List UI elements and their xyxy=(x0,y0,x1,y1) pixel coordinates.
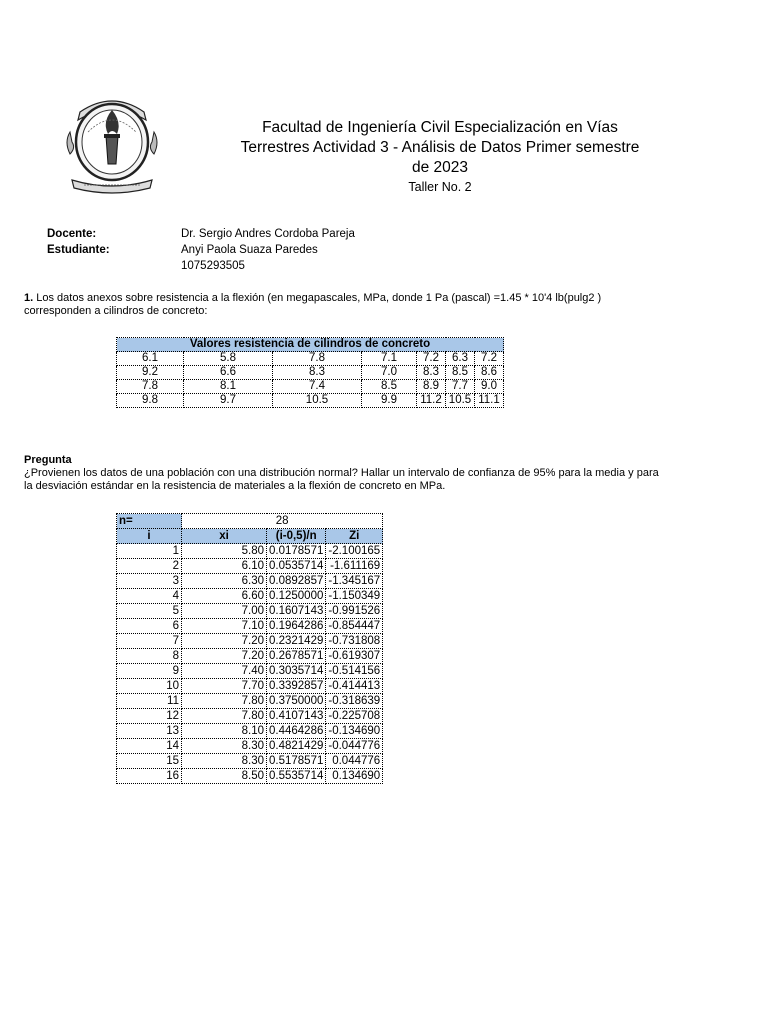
table-cell: 8.3 xyxy=(417,366,446,380)
header-xi: xi xyxy=(182,529,267,544)
table-cell: 1 xyxy=(117,544,182,559)
table-cell: 7.4 xyxy=(273,380,362,394)
table-cell: 16 xyxy=(117,769,182,784)
table-cell: 7.1 xyxy=(362,352,417,366)
table-cell: 7.70 xyxy=(182,679,267,694)
header-pi: (i-0,5)/n xyxy=(267,529,326,544)
student-id: 1075293505 xyxy=(181,260,245,272)
table-cell: -0.318639 xyxy=(326,694,383,709)
table-cell: 6.60 xyxy=(182,589,267,604)
table-row xyxy=(117,352,504,366)
table-cell: 8.5 xyxy=(362,380,417,394)
table-cell: -0.731808 xyxy=(326,634,383,649)
table-cell: 0.0892857 xyxy=(267,574,326,589)
table-cell: 7.7 xyxy=(446,380,475,394)
estudiante-value: Anyi Paola Suaza Paredes xyxy=(181,244,318,256)
table-cell: 7.20 xyxy=(182,634,267,649)
table-cell: 8.3 xyxy=(273,366,362,380)
question-1 xyxy=(24,292,724,318)
table-cell: 4 xyxy=(117,589,182,604)
title-line-2: Terrestres Actividad 3 - Análisis de Datos Primer semestre xyxy=(240,139,640,156)
table-cell: 8.1 xyxy=(184,380,273,394)
table-row xyxy=(117,679,383,694)
table-cell: 7.10 xyxy=(182,619,267,634)
table-cell: 9.0 xyxy=(475,380,504,394)
table-row xyxy=(117,694,383,709)
table-cell: 14 xyxy=(117,739,182,754)
table-cell: -1.611169 xyxy=(326,559,383,574)
table-cell: -0.514156 xyxy=(326,664,383,679)
table-cell: 0.3750000 xyxy=(267,694,326,709)
table-cell: 7.20 xyxy=(182,649,267,664)
table-row xyxy=(117,589,383,604)
table-cell: 6.30 xyxy=(182,574,267,589)
table-cell: 8.10 xyxy=(182,724,267,739)
table-cell: 0.4821429 xyxy=(267,739,326,754)
table-cell: 0.2678571 xyxy=(267,649,326,664)
question-1-line-1: Los datos anexos sobre resistencia a la flexión (en megapascales, MPa, donde 1 Pa (pascal) =1.45 * 10'4 lb(pulg2 ) xyxy=(33,292,602,304)
table-cell: 9 xyxy=(117,664,182,679)
table-cell: 11.1 xyxy=(475,394,504,408)
table-cell: 7.80 xyxy=(182,709,267,724)
table-row xyxy=(117,394,504,408)
table-cell: 0.5535714 xyxy=(267,769,326,784)
table-cell: 7.2 xyxy=(417,352,446,366)
title-line-3: de 2023 xyxy=(411,159,469,176)
table-row xyxy=(117,559,383,574)
n-value: 28 xyxy=(182,514,383,529)
table-row xyxy=(117,754,383,769)
table-cell: 8.6 xyxy=(475,366,504,380)
table-cell: -0.619307 xyxy=(326,649,383,664)
table-cell: 7 xyxy=(117,634,182,649)
table-cell: 10.5 xyxy=(446,394,475,408)
table-row xyxy=(117,724,383,739)
table-cell: 6.1 xyxy=(117,352,184,366)
table-cell: 0.4107143 xyxy=(267,709,326,724)
table-cell: 0.134690 xyxy=(326,769,383,784)
table-cell: 0.5178571 xyxy=(267,754,326,769)
header-i: i xyxy=(117,529,182,544)
table-cell: 8.30 xyxy=(182,754,267,769)
table-cell: 0.2321429 xyxy=(267,634,326,649)
table-cell: 3 xyxy=(117,574,182,589)
table-cell: 7.8 xyxy=(117,380,184,394)
table-cell: -0.854447 xyxy=(326,619,383,634)
page-title xyxy=(240,118,640,178)
table-cell: 7.00 xyxy=(182,604,267,619)
table-cell: 6.10 xyxy=(182,559,267,574)
table-row xyxy=(117,769,383,784)
table-cell: -2.100165 xyxy=(326,544,383,559)
table-cell: 10 xyxy=(117,679,182,694)
normality-table xyxy=(116,513,383,784)
table-cell: 0.1607143 xyxy=(267,604,326,619)
pregunta-label: Pregunta xyxy=(24,454,72,466)
table-cell: 8.30 xyxy=(182,739,267,754)
resistance-table xyxy=(116,337,504,408)
question-number: 1. xyxy=(24,292,34,304)
table-cell: 6 xyxy=(117,619,182,634)
title-line-1: Facultad de Ingeniería Civil Especialización en Vías xyxy=(262,119,618,136)
table-cell: 10.5 xyxy=(273,394,362,408)
table-cell: 7.2 xyxy=(475,352,504,366)
university-seal-icon xyxy=(62,92,162,194)
pregunta-line-2: la desviación estándar en la resistencia de materiales a la flexión de concreto en MPa. xyxy=(24,480,446,492)
table-cell: 12 xyxy=(117,709,182,724)
table-cell: 11.2 xyxy=(417,394,446,408)
table-cell: 9.8 xyxy=(117,394,184,408)
table-cell: 8.50 xyxy=(182,769,267,784)
docente-value: Dr. Sergio Andres Cordoba Pareja xyxy=(181,228,355,240)
table-cell: 8 xyxy=(117,649,182,664)
table-row xyxy=(117,380,504,394)
table-cell: 15 xyxy=(117,754,182,769)
table-cell: 0.3035714 xyxy=(267,664,326,679)
table-cell: -0.991526 xyxy=(326,604,383,619)
resistance-table-title: Valores resistencia de cilindros de concreto xyxy=(117,338,504,352)
table-cell: 7.80 xyxy=(182,694,267,709)
table-cell: 0.3392857 xyxy=(267,679,326,694)
table-cell: -1.150349 xyxy=(326,589,383,604)
table-cell: 5 xyxy=(117,604,182,619)
table-cell: 2 xyxy=(117,559,182,574)
table-cell: 7.0 xyxy=(362,366,417,380)
table-cell: 0.0535714 xyxy=(267,559,326,574)
table-cell: 5.8 xyxy=(184,352,273,366)
table-cell: 8.5 xyxy=(446,366,475,380)
table-cell: 0.1964286 xyxy=(267,619,326,634)
table-cell: 5.80 xyxy=(182,544,267,559)
table-cell: 0.4464286 xyxy=(267,724,326,739)
table-row xyxy=(117,634,383,649)
table-row xyxy=(117,709,383,724)
table-cell: 9.2 xyxy=(117,366,184,380)
table-cell: -0.414413 xyxy=(326,679,383,694)
table-cell: 7.40 xyxy=(182,664,267,679)
page-subtitle: Taller No. 2 xyxy=(408,180,472,194)
table-cell: 6.3 xyxy=(446,352,475,366)
table-row xyxy=(117,574,383,589)
pregunta-line-1: ¿Provienen los datos de una población con una distribución normal? Hallar un intervalo de confianza de 95% para la media y para xyxy=(24,467,659,479)
table-cell: 0.044776 xyxy=(326,754,383,769)
pregunta-section xyxy=(24,454,724,493)
table-cell: -0.134690 xyxy=(326,724,383,739)
header-zi: Zi xyxy=(326,529,383,544)
table-cell: 0.1250000 xyxy=(267,589,326,604)
table-row xyxy=(117,649,383,664)
estudiante-label: Estudiante: xyxy=(47,244,110,256)
table-cell: 11 xyxy=(117,694,182,709)
table-row xyxy=(117,664,383,679)
table-row xyxy=(117,604,383,619)
table-row xyxy=(117,544,383,559)
table-cell: 8.9 xyxy=(417,380,446,394)
table-cell: 7.8 xyxy=(273,352,362,366)
table-row xyxy=(117,366,504,380)
table-cell: -0.044776 xyxy=(326,739,383,754)
table-cell: 13 xyxy=(117,724,182,739)
table-cell: 0.0178571 xyxy=(267,544,326,559)
table-row xyxy=(117,739,383,754)
table-cell: -0.225708 xyxy=(326,709,383,724)
table-cell: -1.345167 xyxy=(326,574,383,589)
table-cell: 6.6 xyxy=(184,366,273,380)
question-1-line-2: corresponden a cilindros de concreto: xyxy=(24,305,208,317)
n-label: n= xyxy=(117,514,182,529)
table-cell: 9.7 xyxy=(184,394,273,408)
table-cell: 9.9 xyxy=(362,394,417,408)
docente-label: Docente: xyxy=(47,228,97,240)
table-row xyxy=(117,619,383,634)
